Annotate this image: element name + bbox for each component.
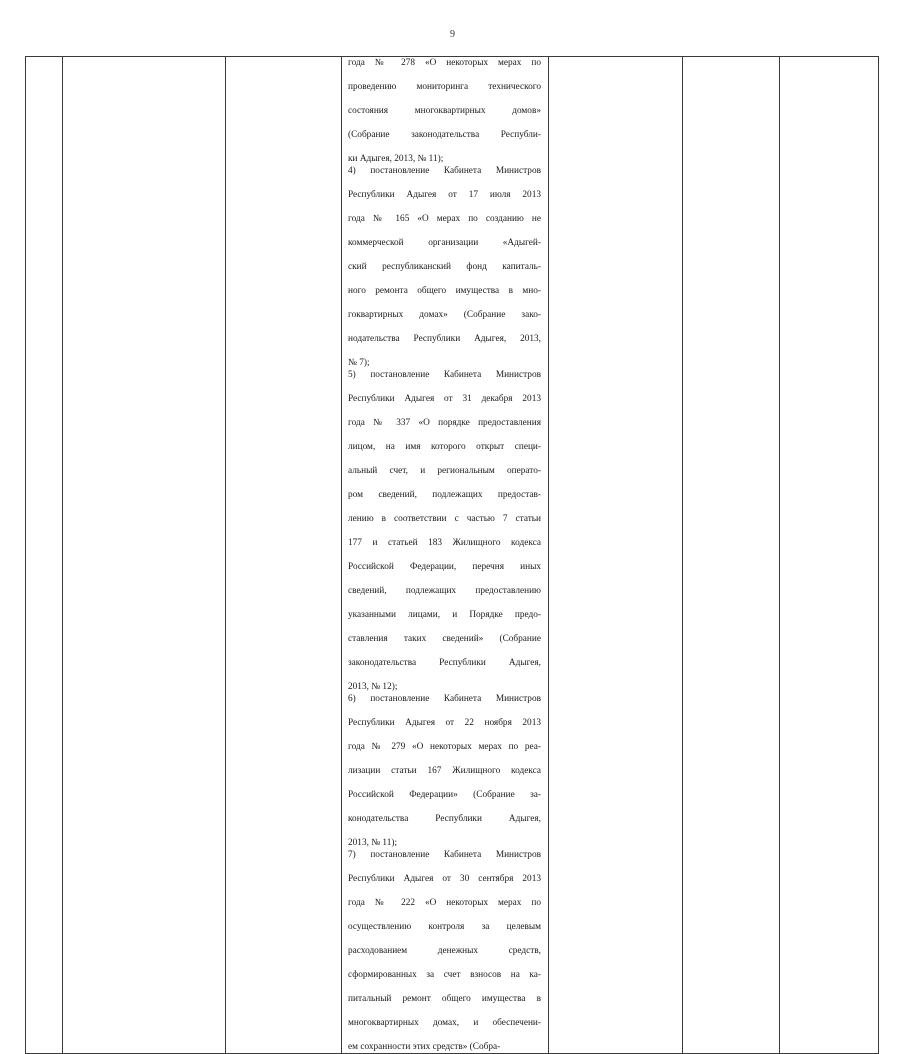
- entry-text-line: года № 279 «О некоторых мерах по реа-: [348, 742, 541, 752]
- entry-text-line: ский республиканский фонд капиталь-: [348, 262, 541, 272]
- entry-text-line: 2013, № 11);: [348, 838, 398, 848]
- entry-text-line: ставления таких сведений» (Собрание: [348, 634, 541, 644]
- entry-text-line: 4) постановление Кабинета Министров: [348, 166, 541, 176]
- table-cell-col2: [63, 57, 226, 1054]
- entry-text-line: сформированных за счет взносов на ка-: [348, 970, 541, 980]
- entry-text-line: 5) постановление Кабинета Министров: [348, 370, 541, 380]
- entry-text-line: лизации статьи 167 Жилищного кодекса: [348, 766, 541, 776]
- entry-text-line: Российской Федерации, перечня иных: [348, 562, 541, 572]
- entry-text-line: № 7);: [348, 358, 370, 368]
- entry-text-line: Республики Адыгея от 30 сентября 2013: [348, 874, 541, 884]
- entry-text-line: (Собрание законодательства Республи-: [348, 130, 541, 140]
- entry-text-line: конодательства Республики Адыгея,: [348, 814, 541, 824]
- table-cell-col1: [26, 57, 63, 1054]
- entry-text-line: осуществлению контроля за целевым: [348, 922, 541, 932]
- entry-text-line: лицом, на имя которого открыт специ-: [348, 442, 541, 452]
- entry-text-line: нодательства Республики Адыгея, 2013,: [348, 334, 541, 344]
- entry-text-line: 177 и статьей 183 Жилищного кодекса: [348, 538, 541, 548]
- entry-text-line: альный счет, и региональным операто-: [348, 466, 541, 476]
- entry-text-line: года № 165 «О мерах по созданию не: [348, 214, 541, 224]
- entry-text-line: 2013, № 12);: [348, 682, 398, 692]
- entry-text-line: сведений, подлежащих предоставлению: [348, 586, 541, 596]
- entry-text-line: года № 222 «О некоторых мерах по: [348, 898, 541, 908]
- table-row: [26, 57, 879, 1054]
- entry-text-line: 7) постановление Кабинета Министров: [348, 850, 541, 860]
- table-cell-legal-acts: [342, 57, 549, 1054]
- entry-text-line: лению в соответствии с частью 7 статьи: [348, 514, 541, 524]
- legal-act-entry: [348, 165, 541, 369]
- legal-acts-list: [348, 57, 541, 1053]
- entry-text-line: состояния многоквартирных домов»: [348, 106, 541, 116]
- legal-act-entry: [348, 369, 541, 693]
- table-cell-col5: [549, 57, 683, 1054]
- entry-text-line: многоквартирных домах, и обеспечени-: [348, 1018, 541, 1028]
- legal-act-entry: [348, 849, 541, 1053]
- entry-text-line: Российской Федерации» (Собрание за-: [348, 790, 541, 800]
- entry-text-line: ром сведений, подлежащих предостав-: [348, 490, 541, 500]
- entry-text-line: года № 337 «О порядке предоставления: [348, 418, 541, 428]
- entry-text-line: года № 278 «О некоторых мерах по: [348, 58, 541, 68]
- entry-text-line: Республики Адыгея от 17 июля 2013: [348, 190, 541, 200]
- entry-text-line: законодательства Республики Адыгея,: [348, 658, 541, 668]
- entry-text-line: 6) постановление Кабинета Министров: [348, 694, 541, 704]
- table-cell-col6: [683, 57, 780, 1054]
- entry-text-line: Республики Адыгея от 22 ноября 2013: [348, 718, 541, 728]
- entry-text-line: питальный ремонт общего имущества в: [348, 994, 541, 1004]
- entry-text-line: расходованием денежных средств,: [348, 946, 541, 956]
- entry-text-line: ного ремонта общего имущества в мно-: [348, 286, 541, 296]
- entry-text-line: ем сохранности этих средств» (Собра-: [348, 1042, 501, 1052]
- document-table: [25, 56, 879, 1054]
- table-cell-col7: [780, 57, 879, 1054]
- legal-act-entry: [348, 57, 541, 165]
- entry-text-line: проведению мониторинга технического: [348, 82, 541, 92]
- entry-text-line: Республики Адыгея от 31 декабря 2013: [348, 394, 541, 404]
- page-number: 9: [450, 29, 455, 40]
- entry-text-line: коммерческой организации «Адыгей-: [348, 238, 541, 248]
- entry-text-line: указанными лицами, и Порядке предо-: [348, 610, 541, 620]
- entry-text-line: гоквартирных домах» (Собрание зако-: [348, 310, 541, 320]
- table-cell-col3: [226, 57, 342, 1054]
- legal-act-entry: [348, 693, 541, 849]
- entry-text-line: ки Адыгея, 2013, № 11);: [348, 154, 444, 164]
